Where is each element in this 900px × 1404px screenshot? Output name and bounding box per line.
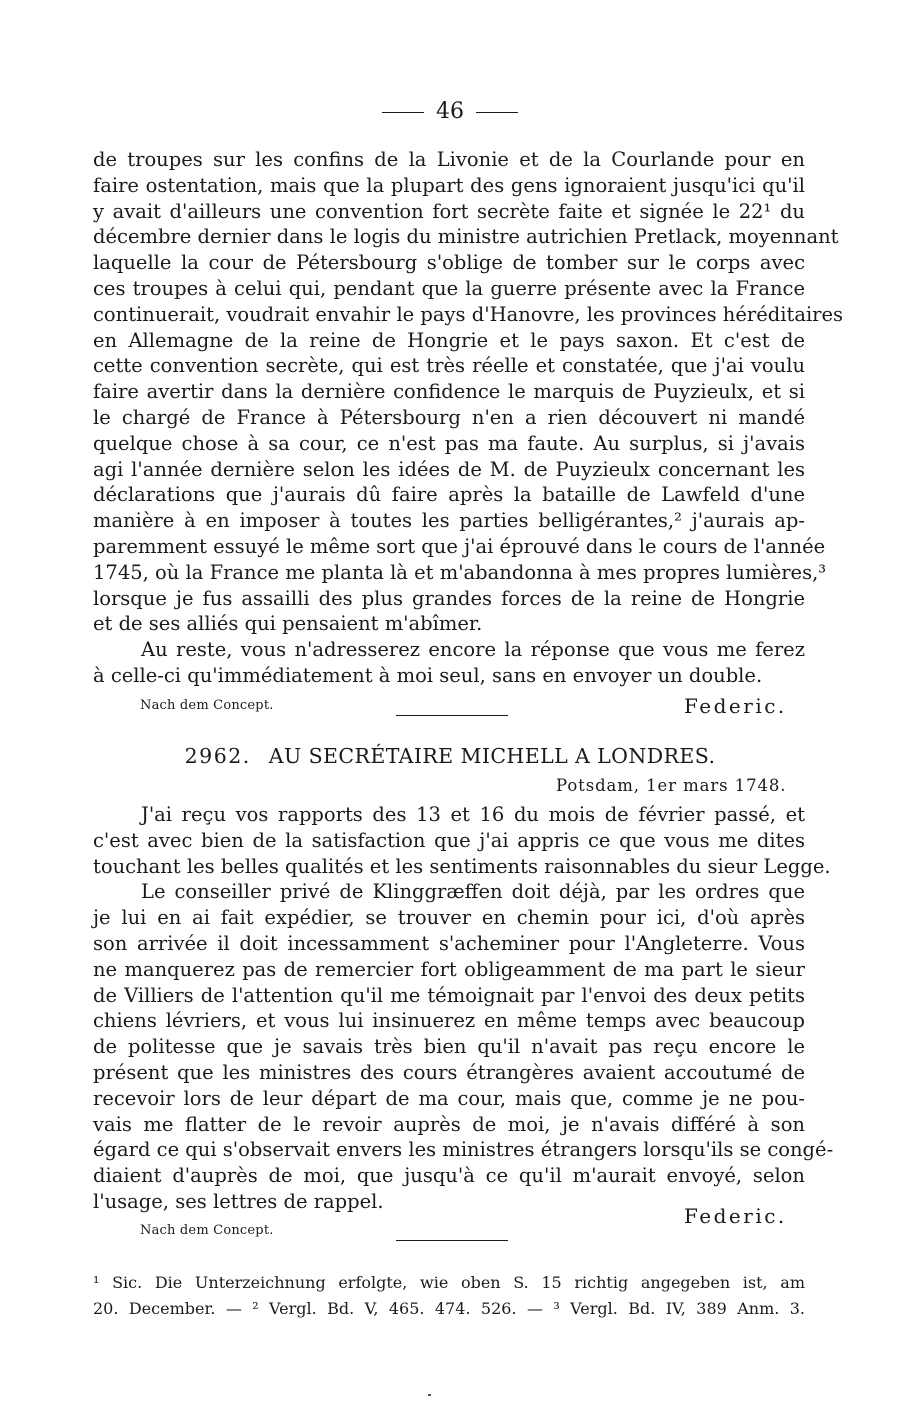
text-line: ne manquerez pas de remercier fort obligeamment de ma part le sieur <box>93 957 805 981</box>
text-line: son arrivée il doit incessamment s'acheminer pour l'Angleterre. Vous <box>93 931 805 955</box>
text-line: égard ce qui s'observait envers les ministres étrangers lorsqu'ils se congé- <box>93 1138 834 1162</box>
dateline: Potsdam, 1er mars 1748. <box>556 776 787 795</box>
letter-text <box>93 802 834 1215</box>
signature: Federic. <box>684 694 787 718</box>
text-line: manière à en imposer à toutes les parties belligérantes,² j'aurais ap- <box>93 509 805 533</box>
text-line: ces troupes à celui qui, pendant que la guerre présente avec la France <box>93 276 805 300</box>
text-line: cette convention secrète, qui est très réelle et constatée, que j'ai voulu <box>93 354 805 378</box>
text-line: chiens lévriers, et vous lui insinuerez en même temps avec beaucoup <box>93 1009 805 1033</box>
text-line: lorsque je fus assailli des plus grandes forces de la reine de Hongrie <box>93 586 805 610</box>
text-line: je lui en ai fait expédier, se trouver en chemin pour ici, d'où après <box>93 906 805 930</box>
text-line: J'ai reçu vos rapports des 13 et 16 du mois de février passé, et <box>141 803 805 826</box>
text-line: et de ses alliés qui pensaient m'abîmer. <box>93 612 483 636</box>
source-note: Nach dem Concept. <box>140 698 274 713</box>
page-number-dash-left <box>382 112 424 113</box>
text-line: laquelle la cour de Pétersbourg s'oblige de tomber sur le corps avec <box>93 251 805 275</box>
text-line: de Villiers de l'attention qu'il me témoignait par l'envoi des deux petits <box>93 983 805 1007</box>
text-line: décembre dernier dans le logis du ministre autrichien Pretlack, moyennant <box>93 225 839 249</box>
text-line: touchant les belles qualités et les sentiments raisonnables du sieur Legge. <box>93 854 831 878</box>
continued-letter-text <box>93 147 844 689</box>
text-line: diaient d'auprès de moi, que jusqu'à ce qu'il m'aurait envoyé, selon <box>93 1164 805 1188</box>
letter-heading <box>0 744 900 768</box>
text-line: à celle-ci qu'immédiatement à moi seul, sans en envoyer un double. <box>93 663 763 687</box>
text-line: déclarations que j'aurais dû faire après la bataille de Lawfeld d'une <box>93 483 805 507</box>
text-line: présent que les ministres des cours étrangères avaient accoutumé de <box>93 1060 805 1084</box>
footnote-line: ¹ Sic. Die Unterzeichnung erfolgte, wie oben S. 15 richtig angegeben ist, am <box>93 1273 805 1292</box>
text-line: paremment essuyé le même sort que j'ai éprouvé dans le cours de l'année <box>93 534 826 558</box>
source-note: Nach dem Concept. <box>140 1223 274 1238</box>
page-number <box>0 98 900 126</box>
text-line: continuerait, voudrait envahir le pays d'Hanovre, les provinces héréditaires <box>93 302 844 326</box>
text-line: en Allemagne de la reine de Hongrie et le pays saxon. Et c'est de <box>93 328 805 352</box>
signature: Federic. <box>684 1204 787 1228</box>
text-line: le chargé de France à Pétersbourg n'en a rien découvert ni mandé <box>93 405 805 429</box>
text-line: 1745, où la France me planta là et m'abandonna à mes propres lumières,³ <box>93 560 827 584</box>
page-number-dash-right <box>476 112 518 113</box>
text-line: quelque chose à sa cour, ce n'est pas ma faute. Au surplus, si j'avais <box>93 431 805 455</box>
text-line: de troupes sur les confins de la Livonie et de la Courlande pour en <box>93 148 805 171</box>
text-line: l'usage, ses lettres de rappel. <box>93 1189 384 1213</box>
text-line: faire ostentation, mais que la plupart des gens ignoraient jusqu'ici qu'il <box>93 173 805 197</box>
text-line: y avait d'ailleurs une convention fort secrète faite et signée le 22¹ du <box>93 199 805 223</box>
footnotes <box>93 1272 805 1324</box>
letter-title: AU SECRÉTAIRE MICHELL A LONDRES. <box>268 744 716 768</box>
text-line: Au reste, vous n'adresserez encore la réponse que vous me ferez <box>141 638 805 662</box>
print-speck <box>428 1394 431 1396</box>
text-line: faire avertir dans la dernière confidence le marquis de Puyzieulx, et si <box>93 380 805 404</box>
page-number-value: 46 <box>436 99 464 124</box>
letter-number: 2962. <box>184 744 251 768</box>
text-line: recevoir lors de leur départ de ma cour, mais que, comme je ne pou- <box>93 1086 805 1110</box>
section-divider <box>396 1240 508 1241</box>
section-divider <box>396 715 508 716</box>
footnote-line: 20. December. — ² Vergl. Bd. V, 465. 474. 526. — ³ Vergl. Bd. IV, 389 Anm. 3. <box>93 1298 805 1318</box>
text-line: c'est avec bien de la satisfaction que j'ai appris ce que vous me dites <box>93 828 805 852</box>
text-line: Le conseiller privé de Klinggræffen doit déjà, par les ordres que <box>141 880 805 904</box>
text-line: de politesse que je savais très bien qu'il n'avait pas reçu encore le <box>93 1035 805 1059</box>
text-line: agi l'année dernière selon les idées de M. de Puyzieulx concernant les <box>93 457 805 481</box>
text-line: vais me flatter de le revoir auprès de moi, je n'avais différé à son <box>93 1112 805 1136</box>
